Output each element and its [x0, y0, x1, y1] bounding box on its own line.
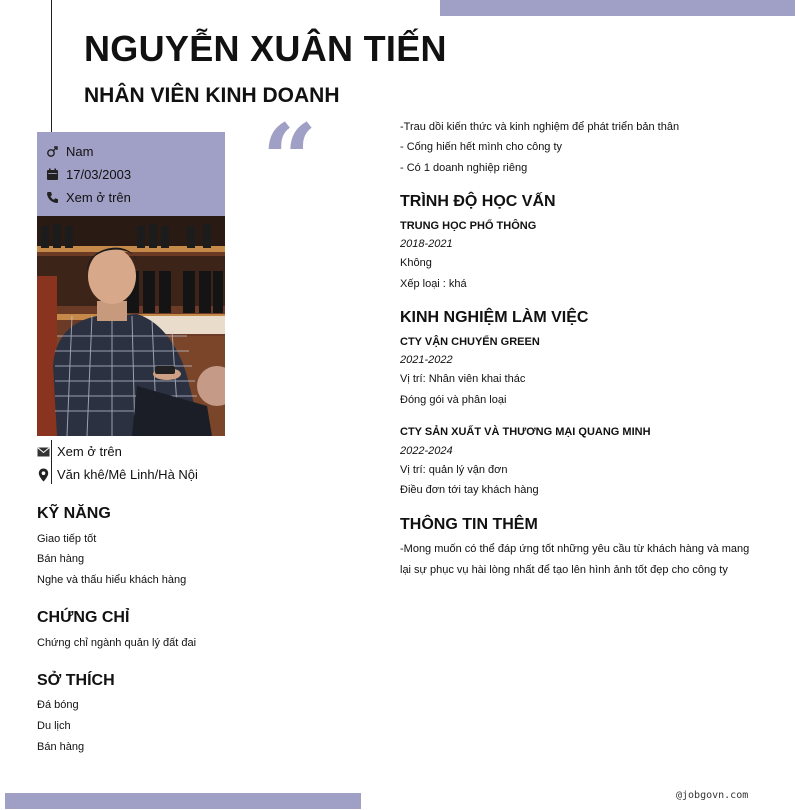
objective-item: - Cống hiến hết mình cho công ty	[400, 141, 563, 153]
location-icon	[37, 468, 50, 481]
email-text: Xem ở trên	[57, 444, 122, 459]
phone-icon	[45, 191, 59, 205]
extra-info-line: lại sự phục vụ hài lòng nhất để tạo lên hình ảnh tốt đẹp cho công ty	[400, 564, 728, 576]
hobbies-title: SỞ THÍCH	[37, 672, 115, 689]
dob-text: 17/03/2003	[66, 167, 132, 182]
extra-info-line: -Mong muốn có thể đáp ứng tốt những yêu cầu từ khách hàng và mang	[400, 543, 750, 555]
gender-icon	[45, 145, 59, 159]
job-period: 2021-2022	[400, 354, 453, 366]
job-role: Vị trí: quản lý vận đơn	[400, 464, 508, 476]
candidate-position: NHÂN VIÊN KINH DOANH	[84, 84, 340, 107]
job-company: CTY SẢN XUẤT VÀ THƯƠNG MẠI QUANG MINH	[400, 426, 651, 438]
objective-item: -Trau dồi kiến thức và kinh nghiệm để phát triển bản thân	[400, 121, 680, 133]
objective-item: - Có 1 doanh nghiệp riêng	[400, 162, 528, 174]
personal-info-box	[37, 132, 225, 216]
mail-icon	[37, 445, 50, 458]
job-period: 2022-2024	[400, 445, 453, 457]
job-desc: Đóng gói và phân loại	[400, 394, 507, 406]
hobby-item: Bán hàng	[37, 741, 85, 753]
address-row	[37, 467, 198, 482]
email-row	[37, 444, 122, 459]
education-title: TRÌNH ĐỘ HỌC VẤN	[400, 193, 556, 210]
extra-info-title: THÔNG TIN THÊM	[400, 516, 538, 533]
certificates-title: CHỨNG CHỈ	[37, 609, 130, 626]
quote-icon: “	[262, 103, 318, 216]
certificate-item: Chứng chỉ ngành quản lý đất đai	[37, 637, 197, 649]
education-school: TRUNG HỌC PHỔ THÔNG	[400, 220, 537, 232]
gender-text: Nam	[66, 144, 94, 159]
job-desc: Điều đơn tới tay khách hàng	[400, 484, 539, 496]
profile-photo	[37, 216, 225, 436]
job-company: CTY VẬN CHUYỂN GREEN	[400, 336, 540, 348]
experience-title: KINH NGHIỆM LÀM VIỆC	[400, 309, 589, 326]
calendar-icon	[45, 168, 59, 182]
dob-row	[45, 167, 131, 182]
left-divider	[51, 0, 52, 132]
hobby-item: Đá bóng	[37, 699, 79, 711]
top-accent-bar	[440, 0, 795, 16]
watermark: @jobgovn.com	[676, 790, 749, 801]
bottom-accent-bar	[5, 793, 361, 809]
education-period: 2018-2021	[400, 238, 453, 250]
gender-row	[45, 144, 93, 159]
phone-row	[45, 190, 131, 205]
skills-title: KỸ NĂNG	[37, 505, 111, 522]
skill-item: Giao tiếp tốt	[37, 533, 97, 545]
skill-item: Nghe và thấu hiểu khách hàng	[37, 574, 187, 586]
phone-text: Xem ở trên	[66, 190, 131, 205]
job-role: Vị trí: Nhân viên khai thác	[400, 373, 526, 385]
education-grade: Xếp loại : khá	[400, 278, 467, 290]
hobby-item: Du lịch	[37, 720, 71, 732]
education-major: Không	[400, 257, 432, 269]
skill-item: Bán hàng	[37, 553, 85, 565]
candidate-name: NGUYỄN XUÂN TIẾN	[84, 28, 447, 69]
address-text: Văn khê/Mê Linh/Hà Nội	[57, 467, 198, 482]
